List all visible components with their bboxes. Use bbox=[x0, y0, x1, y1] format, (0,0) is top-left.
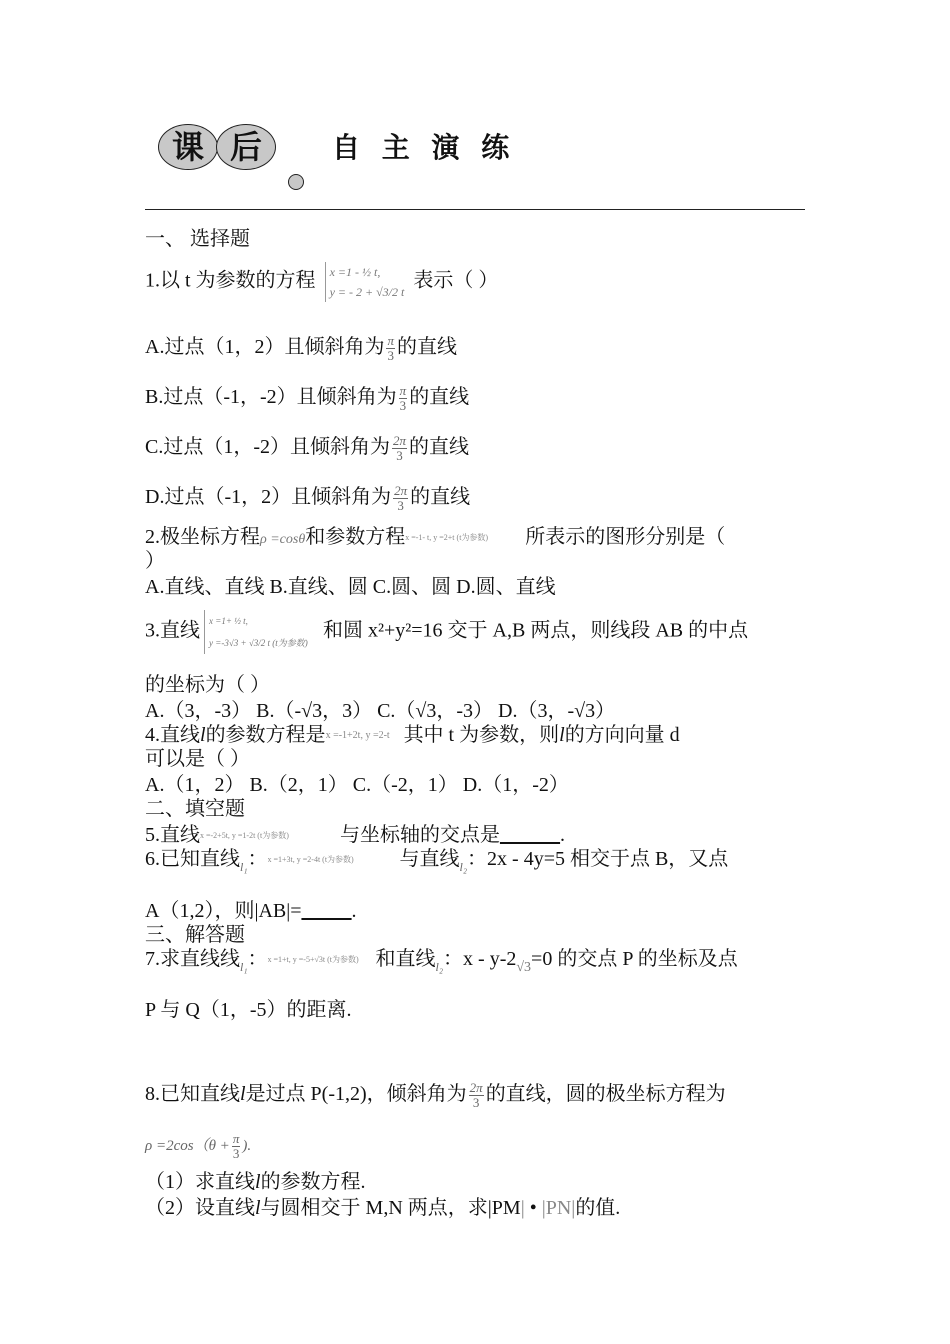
q8-part-1 bbox=[145, 1169, 366, 1195]
q4-options: A.（1，2） B.（2，1） C.（-2，1） D.（1，-2） bbox=[145, 774, 569, 796]
q1-a-tail: 的直线 bbox=[396, 336, 457, 359]
q1-a-fraction bbox=[386, 334, 395, 363]
frac-den: 3 bbox=[396, 448, 403, 463]
q8-part-2 bbox=[145, 1195, 620, 1221]
q6-stem-3: ：2x - 4y=5 相交于点 B，又点 bbox=[467, 848, 729, 870]
q8-stem-3: 的直线，圆的极坐标方程为 bbox=[485, 1083, 726, 1106]
question-8 bbox=[145, 1081, 726, 1110]
q4-stem-3: 其中 t 为参数，则 bbox=[403, 724, 560, 746]
q8-line-l: l bbox=[240, 1083, 246, 1106]
q8-p1-b: 的参数方程. bbox=[260, 1171, 366, 1193]
q1-c-text: C.过点（1，-2）且倾斜角为 bbox=[145, 436, 390, 459]
q8-p2-pn: |PN| bbox=[541, 1197, 576, 1219]
q8-p2-b: 与圆相交于 M,N 两点，求|PM bbox=[260, 1197, 521, 1219]
frac-num: π bbox=[399, 383, 407, 398]
section-fill-heading: 二、填空题 bbox=[145, 798, 245, 820]
q5-stem-1: 5.直线 bbox=[145, 824, 200, 846]
q2-parametric-equation: x =-1- t, y =2+t (t为参数) bbox=[405, 533, 489, 543]
frac-num: 2π bbox=[469, 1080, 483, 1095]
q4-stem-5: 可以是（ ） bbox=[145, 748, 250, 770]
q6-line-l2: l₂ bbox=[459, 860, 468, 874]
q5-parametric-equation: x =-2+5t, y =1-2t (t为参数) bbox=[200, 831, 289, 841]
q2-stem-1: 2.极坐标方程 bbox=[145, 526, 260, 548]
q8-p1-line-l: l bbox=[255, 1171, 261, 1193]
q1-eq-x: x =1 - ½ t, bbox=[329, 265, 381, 279]
q8-fraction bbox=[469, 1081, 484, 1110]
q7-stem-1: 7.求直线线 bbox=[145, 948, 240, 970]
q4-stem-1: 4.直线 bbox=[145, 724, 200, 746]
question-7 bbox=[145, 946, 738, 981]
badge-hou: 后 bbox=[216, 124, 276, 170]
q1-c-tail: 的直线 bbox=[409, 436, 470, 459]
q5-answer-blank: ______ bbox=[500, 824, 560, 846]
q8-p2-line-l: l bbox=[255, 1197, 261, 1219]
q4-parametric-equation: x =-1+2t, y =2-t bbox=[325, 730, 390, 742]
q7-line-l2: l₂ bbox=[435, 960, 444, 974]
q8-p1-a: （1）求直线 bbox=[145, 1171, 255, 1193]
frac-den: 3 bbox=[472, 1095, 480, 1110]
q6-parametric-equation: x =1+3t, y =2-4t (t为参数) bbox=[267, 855, 354, 865]
q3-eq-x: x =1+ ½ t, bbox=[209, 616, 248, 626]
frac-den: 3 bbox=[397, 498, 404, 513]
q6-answer-blank: _____ bbox=[301, 900, 352, 922]
small-circle-decoration bbox=[288, 174, 304, 190]
q2-stem-3: 所表示的图形分别是（ bbox=[525, 526, 726, 548]
question-2 bbox=[145, 524, 725, 553]
q3-equation-system bbox=[204, 610, 319, 654]
q8-polar-a: ρ =2cos（θ + bbox=[145, 1137, 230, 1154]
q3-param-note: (t为参数) bbox=[272, 638, 308, 648]
q8-stem-2: 是过点 P(-1,2)，倾斜角为 bbox=[245, 1083, 467, 1106]
q3-stem-2: 和圆 x²+y²=16 交于 A,B 两点，则线段 AB 的中点 bbox=[323, 619, 749, 642]
q1-c-fraction bbox=[392, 434, 407, 463]
q7-parametric-equation: x =1+t, y =-5+√3t (t为参数) bbox=[267, 955, 359, 965]
q4-line-l: l bbox=[200, 724, 206, 746]
q7-sqrt3: √3 bbox=[516, 960, 532, 975]
q5-stem-2: 与坐标轴的交点是 bbox=[340, 824, 500, 846]
q6-line-l1: l₁ bbox=[240, 860, 248, 874]
q8-p2-f: 的值. bbox=[575, 1197, 621, 1219]
q2-stem-wrap: ） bbox=[145, 550, 165, 572]
q3-eq-y-row bbox=[209, 632, 319, 654]
q8-polar-b: ). bbox=[242, 1137, 252, 1154]
q1-d-tail: 的直线 bbox=[410, 486, 471, 509]
q1-option-a bbox=[145, 334, 457, 363]
q8-polar-fraction bbox=[232, 1132, 241, 1161]
question-6 bbox=[145, 846, 728, 880]
q1-option-b bbox=[145, 384, 469, 413]
q1-equation-system bbox=[325, 262, 405, 302]
frac-num: 2π bbox=[393, 433, 407, 448]
q7-line-l1: l₁ bbox=[240, 960, 248, 974]
q4-stem-2: 的参数方程是 bbox=[205, 724, 326, 746]
q1-b-text: B.过点（-1，-2）且倾斜角为 bbox=[145, 386, 397, 409]
section-answer-heading: 三、解答题 bbox=[145, 924, 245, 946]
q7-stem-2: 和直线 bbox=[375, 948, 436, 970]
badge-ke: 课 bbox=[158, 124, 218, 170]
frac-den: 3 bbox=[387, 348, 394, 363]
q6-stem-2: 与直线 bbox=[399, 848, 460, 870]
section-choice-heading: 一、 选择题 bbox=[145, 228, 250, 250]
frac-num: 2π bbox=[394, 483, 408, 498]
q3-options: A.（3，-3） B.（-√3，3） C.（√3，-3） D.（3，-√3） bbox=[145, 700, 616, 722]
q7-colon: ： bbox=[247, 948, 268, 970]
q3-eq-y: y =-3√3 + √3/2 t bbox=[209, 638, 271, 648]
q2-options: A.直线、直线 B.直线、圆 C.圆、圆 D.圆、直线 bbox=[145, 576, 556, 598]
frac-num: π bbox=[387, 333, 394, 348]
q3-stem-3: 的坐标为（ ） bbox=[145, 674, 270, 696]
q1-tail: 表示（ ） bbox=[413, 269, 499, 292]
q5-end: . bbox=[560, 824, 565, 846]
q2-stem-2: 和参数方程 bbox=[305, 526, 406, 548]
frac-num: π bbox=[232, 1131, 240, 1146]
q6-stem-4-text: A（1,2），则|AB|= bbox=[145, 900, 302, 922]
q1-a-text: A.过点（1，2）且倾斜角为 bbox=[145, 336, 385, 359]
frac-den: 3 bbox=[399, 398, 407, 413]
question-3 bbox=[145, 610, 748, 654]
frac-den: 3 bbox=[232, 1146, 240, 1161]
q1-d-text: D.过点（-1，2）且倾斜角为 bbox=[145, 486, 392, 509]
header-divider bbox=[145, 209, 805, 210]
q1-stem: 1.以 t 为参数的方程 bbox=[145, 269, 316, 292]
q8-p2-bar: | bbox=[520, 1197, 525, 1219]
page-title: 自 主 演 练 bbox=[332, 131, 516, 164]
q1-d-fraction bbox=[393, 484, 408, 513]
q8-stem-1: 8.已知直线 bbox=[145, 1083, 240, 1106]
q8-p2-a: （2）设直线 bbox=[145, 1197, 255, 1219]
q1-option-d bbox=[145, 484, 470, 513]
q6-stem-4 bbox=[145, 898, 357, 924]
q1-option-c bbox=[145, 434, 469, 463]
q4-line-l-2: l bbox=[559, 724, 565, 746]
q8-polar-equation bbox=[145, 1132, 251, 1161]
q8-p2-dot: • bbox=[524, 1197, 542, 1219]
q1-b-tail: 的直线 bbox=[409, 386, 470, 409]
q1-b-fraction bbox=[399, 384, 408, 413]
q1-eq-y: y = - 2 + √3/2 t bbox=[329, 285, 405, 299]
question-1 bbox=[145, 262, 498, 302]
q6-colon: ： bbox=[247, 848, 268, 870]
q7-stem-5: P 与 Q（1，-5）的距离. bbox=[145, 999, 352, 1021]
q7-stem-3: ：x - y-2 bbox=[443, 948, 517, 970]
q6-stem-1: 6.已知直线 bbox=[145, 848, 240, 870]
q6-end: . bbox=[351, 900, 357, 922]
q3-stem-1: 3.直线 bbox=[145, 619, 200, 642]
q4-stem-4: 的方向向量 d bbox=[564, 724, 680, 746]
q7-stem-4: =0 的交点 P 的坐标及点 bbox=[531, 948, 738, 970]
q2-polar-equation: ρ =cosθ bbox=[260, 532, 306, 547]
